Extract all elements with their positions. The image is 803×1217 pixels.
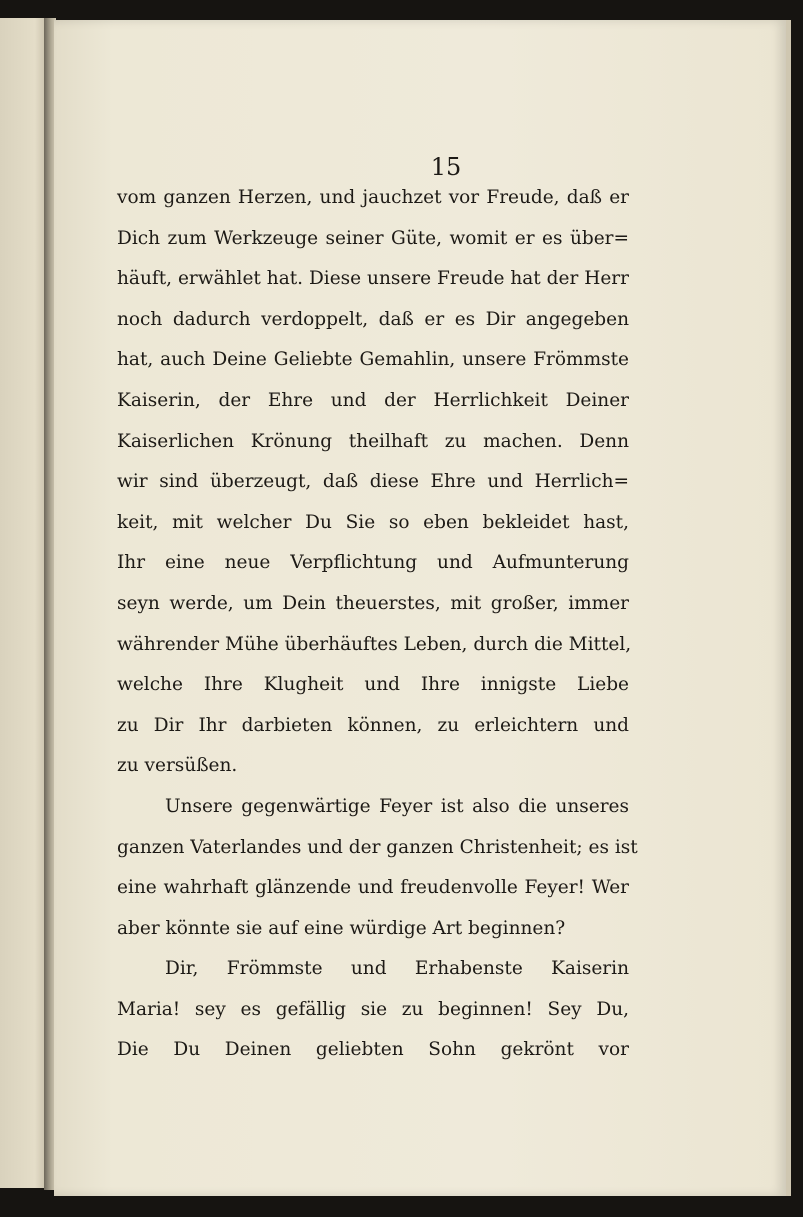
text-line: zu Dir Ihr darbieten können, zu erleichtern und <box>117 714 629 736</box>
previous-page-edge <box>0 18 50 1188</box>
text-line: zu versüßen. <box>117 755 238 777</box>
text-line: Die Du Deinen geliebten Sohn gekrönt vor <box>117 1039 629 1061</box>
text-line: keit, mit welcher Du Sie so eben bekleidet hast, <box>117 511 629 533</box>
text-line: vom ganzen Herzen, und jauchzet vor Freude, daß er <box>117 187 629 208</box>
text-line: ganzen Vaterlandes und der ganzen Christenheit; es ist <box>117 836 638 858</box>
text-line: Dir, Frömmste und Erhabenste Kaiserin <box>165 958 629 980</box>
text-line: aber könnte sie auf eine würdige Art beginnen? <box>117 917 566 939</box>
page-number: 15 <box>430 153 462 181</box>
text-line: Kaiserlichen Krönung theilhaft zu machen. Denn <box>117 430 629 452</box>
text-line: hat, auch Deine Geliebte Gemahlin, unsere Frömmste <box>117 349 629 371</box>
page-edge <box>786 20 791 1196</box>
text-line: noch dadurch verdoppelt, daß er es Dir angegeben <box>117 308 629 330</box>
text-line: Maria! sey es gefällig sie zu beginnen! Sey Du, <box>117 998 629 1020</box>
text-line: währender Mühe überhäuftes Leben, durch die Mittel, <box>117 633 632 655</box>
text-line: welche Ihre Klugheit und Ihre innigste Liebe <box>117 674 629 696</box>
text-line: Dich zum Werkzeuge seiner Güte, womit er es über= <box>117 227 629 249</box>
text-line: eine wahrhaft glänzende und freudenvolle Feyer! Wer <box>117 877 629 899</box>
text-line: Unsere gegenwärtige Feyer ist also die unseres <box>165 795 629 817</box>
text-line: häuft, erwählet hat. Diese unsere Freude hat der Herr <box>117 268 629 290</box>
text-line: Ihr eine neue Verpflichtung und Aufmunterung <box>117 552 629 574</box>
text-line: Kaiserin, der Ehre und der Herrlichkeit Deiner <box>117 389 629 411</box>
text-line: wir sind überzeugt, daß diese Ehre und Herrlich= <box>117 471 629 493</box>
body-text <box>117 178 638 1071</box>
text-line: seyn werde, um Dein theuerstes, mit großer, immer <box>117 592 629 614</box>
